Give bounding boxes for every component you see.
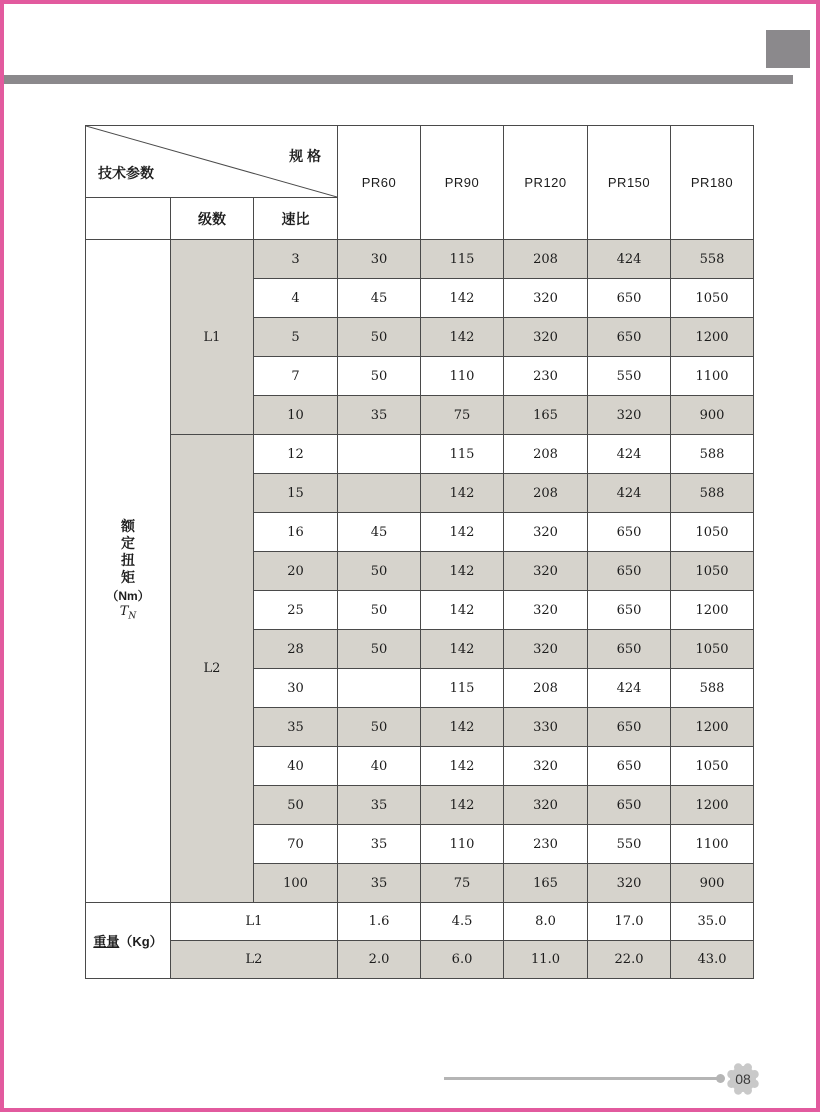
value-cell-pr60: 35 xyxy=(338,396,421,435)
page-number: 08 xyxy=(735,1071,751,1087)
value-cell-pr60: 30 xyxy=(338,240,421,279)
ratio-cell: 25 xyxy=(254,591,338,630)
value-cell-pr90: 110 xyxy=(421,357,504,396)
value-cell-pr60: 35 xyxy=(338,825,421,864)
ratio-header: 速比 xyxy=(254,198,338,240)
value-cell-pr180: 1050 xyxy=(671,630,754,669)
column-header-pr120: PR120 xyxy=(504,126,588,240)
spec-table xyxy=(85,125,754,979)
value-cell-pr120: 320 xyxy=(504,318,588,357)
weight-value-cell-pr120: 8.0 xyxy=(504,903,588,941)
value-cell-pr120: 165 xyxy=(504,396,588,435)
column-header-pr180: PR180 xyxy=(671,126,754,240)
value-cell-pr90: 75 xyxy=(421,864,504,903)
blank-header-cell xyxy=(86,198,171,240)
value-cell-pr60: 50 xyxy=(338,630,421,669)
value-cell-pr180: 900 xyxy=(671,396,754,435)
page-number-badge xyxy=(725,1061,761,1097)
ratio-cell: 30 xyxy=(254,669,338,708)
ratio-cell: 100 xyxy=(254,864,338,903)
weight-value-cell-pr60: 2.0 xyxy=(338,941,421,979)
spec-corner-label: 规 格 xyxy=(289,148,322,164)
group-label-l1: L1 xyxy=(171,240,254,435)
value-cell-pr150: 320 xyxy=(588,396,671,435)
value-cell-pr90: 75 xyxy=(421,396,504,435)
value-cell-pr60 xyxy=(338,435,421,474)
value-cell-pr180: 588 xyxy=(671,435,754,474)
value-cell-pr180: 588 xyxy=(671,669,754,708)
value-cell-pr180: 1200 xyxy=(671,708,754,747)
column-header-pr60: PR60 xyxy=(338,126,421,240)
value-cell-pr180: 1200 xyxy=(671,318,754,357)
value-cell-pr60: 50 xyxy=(338,708,421,747)
ratio-cell: 5 xyxy=(254,318,338,357)
ratio-cell: 15 xyxy=(254,474,338,513)
value-cell-pr90: 142 xyxy=(421,318,504,357)
value-cell-pr150: 320 xyxy=(588,864,671,903)
value-cell-pr150: 650 xyxy=(588,630,671,669)
value-cell-pr60 xyxy=(338,669,421,708)
value-cell-pr150: 650 xyxy=(588,279,671,318)
value-cell-pr150: 424 xyxy=(588,669,671,708)
value-cell-pr90: 115 xyxy=(421,435,504,474)
value-cell-pr180: 558 xyxy=(671,240,754,279)
value-cell-pr150: 550 xyxy=(588,357,671,396)
value-cell-pr60: 50 xyxy=(338,552,421,591)
value-cell-pr180: 1100 xyxy=(671,357,754,396)
ratio-cell: 70 xyxy=(254,825,338,864)
header-rule-bar xyxy=(4,75,793,84)
value-cell-pr150: 650 xyxy=(588,552,671,591)
value-cell-pr150: 650 xyxy=(588,708,671,747)
diagonal-header-cell xyxy=(86,126,338,198)
weight-row xyxy=(86,903,754,941)
value-cell-pr180: 588 xyxy=(671,474,754,513)
value-cell-pr120: 320 xyxy=(504,591,588,630)
value-cell-pr150: 650 xyxy=(588,318,671,357)
value-cell-pr90: 142 xyxy=(421,474,504,513)
weight-value-cell-pr150: 22.0 xyxy=(588,941,671,979)
value-cell-pr120: 230 xyxy=(504,357,588,396)
weight-group-label-l1: L1 xyxy=(171,903,338,941)
ratio-cell: 12 xyxy=(254,435,338,474)
column-header-pr150: PR150 xyxy=(588,126,671,240)
value-cell-pr150: 650 xyxy=(588,513,671,552)
value-cell-pr90: 142 xyxy=(421,786,504,825)
value-cell-pr90: 142 xyxy=(421,708,504,747)
tech-params-corner-label: 技术参数 xyxy=(98,165,154,181)
value-cell-pr90: 115 xyxy=(421,669,504,708)
weight-header-cell: 重量（Kg） xyxy=(86,903,171,979)
ratio-cell: 3 xyxy=(254,240,338,279)
value-cell-pr180: 1050 xyxy=(671,747,754,786)
value-cell-pr90: 115 xyxy=(421,240,504,279)
value-cell-pr180: 1050 xyxy=(671,552,754,591)
ratio-cell: 16 xyxy=(254,513,338,552)
value-cell-pr120: 320 xyxy=(504,630,588,669)
value-cell-pr180: 1050 xyxy=(671,513,754,552)
value-cell-pr90: 110 xyxy=(421,825,504,864)
ratio-cell: 4 xyxy=(254,279,338,318)
ratio-cell: 20 xyxy=(254,552,338,591)
value-cell-pr60: 50 xyxy=(338,318,421,357)
value-cell-pr150: 424 xyxy=(588,474,671,513)
value-cell-pr60: 50 xyxy=(338,591,421,630)
value-cell-pr90: 142 xyxy=(421,630,504,669)
value-cell-pr60: 35 xyxy=(338,864,421,903)
data-row xyxy=(86,240,754,279)
weight-value-cell-pr60: 1.6 xyxy=(338,903,421,941)
weight-value-cell-pr150: 17.0 xyxy=(588,903,671,941)
value-cell-pr120: 320 xyxy=(504,552,588,591)
value-cell-pr60: 45 xyxy=(338,513,421,552)
value-cell-pr90: 142 xyxy=(421,279,504,318)
weight-value-cell-pr180: 35.0 xyxy=(671,903,754,941)
value-cell-pr150: 650 xyxy=(588,747,671,786)
ratio-cell: 35 xyxy=(254,708,338,747)
data-row xyxy=(86,435,754,474)
value-cell-pr180: 1200 xyxy=(671,591,754,630)
value-cell-pr90: 142 xyxy=(421,513,504,552)
value-cell-pr120: 230 xyxy=(504,825,588,864)
ratio-cell: 50 xyxy=(254,786,338,825)
stages-header: 级数 xyxy=(171,198,254,240)
value-cell-pr120: 320 xyxy=(504,786,588,825)
value-cell-pr180: 900 xyxy=(671,864,754,903)
ratio-cell: 28 xyxy=(254,630,338,669)
column-header-pr90: PR90 xyxy=(421,126,504,240)
weight-value-cell-pr180: 43.0 xyxy=(671,941,754,979)
torque-label-cell: 额 定 扭 矩 （Nm） $T_N$ xyxy=(86,240,171,903)
value-cell-pr150: 424 xyxy=(588,240,671,279)
weight-value-cell-pr120: 11.0 xyxy=(504,941,588,979)
weight-value-cell-pr90: 4.5 xyxy=(421,903,504,941)
value-cell-pr120: 320 xyxy=(504,279,588,318)
value-cell-pr150: 424 xyxy=(588,435,671,474)
value-cell-pr60: 50 xyxy=(338,357,421,396)
value-cell-pr60: 45 xyxy=(338,279,421,318)
header-accent-square xyxy=(766,30,810,68)
value-cell-pr120: 208 xyxy=(504,435,588,474)
value-cell-pr150: 650 xyxy=(588,591,671,630)
value-cell-pr60 xyxy=(338,474,421,513)
weight-value-cell-pr90: 6.0 xyxy=(421,941,504,979)
ratio-cell: 40 xyxy=(254,747,338,786)
value-cell-pr60: 40 xyxy=(338,747,421,786)
weight-row xyxy=(86,941,754,979)
value-cell-pr150: 650 xyxy=(588,786,671,825)
ratio-cell: 7 xyxy=(254,357,338,396)
footer-dot xyxy=(716,1074,725,1083)
value-cell-pr180: 1050 xyxy=(671,279,754,318)
value-cell-pr150: 550 xyxy=(588,825,671,864)
value-cell-pr120: 330 xyxy=(504,708,588,747)
value-cell-pr90: 142 xyxy=(421,591,504,630)
value-cell-pr120: 208 xyxy=(504,240,588,279)
footer-rule xyxy=(444,1077,720,1080)
value-cell-pr120: 208 xyxy=(504,669,588,708)
value-cell-pr120: 320 xyxy=(504,747,588,786)
value-cell-pr120: 320 xyxy=(504,513,588,552)
value-cell-pr60: 35 xyxy=(338,786,421,825)
value-cell-pr90: 142 xyxy=(421,747,504,786)
value-cell-pr180: 1200 xyxy=(671,786,754,825)
ratio-cell: 10 xyxy=(254,396,338,435)
value-cell-pr90: 142 xyxy=(421,552,504,591)
group-label-l2: L2 xyxy=(171,435,254,903)
value-cell-pr120: 165 xyxy=(504,864,588,903)
value-cell-pr120: 208 xyxy=(504,474,588,513)
value-cell-pr180: 1100 xyxy=(671,825,754,864)
weight-group-label-l2: L2 xyxy=(171,941,338,979)
